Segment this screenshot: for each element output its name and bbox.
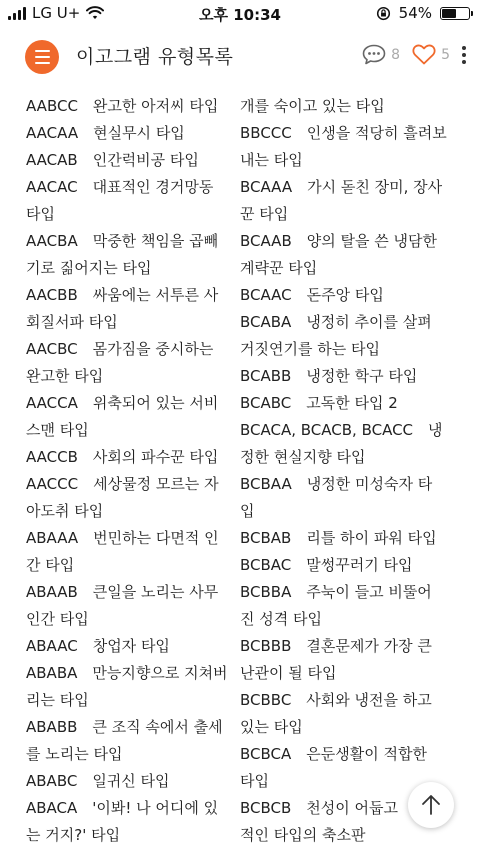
- text-line: 계략꾼 타입: [240, 259, 318, 277]
- text-line: BCAAA 가시 돋친 장미, 장사: [240, 178, 443, 196]
- status-right: [376, 4, 470, 22]
- text-line: BCBBC 사회와 냉전을 하고: [240, 691, 432, 709]
- carrier-label: LG U+: [32, 4, 81, 22]
- text-line: BCBCB 천성이 어둡고: [240, 799, 399, 817]
- rotation-lock-icon: [376, 6, 391, 21]
- text-line: 타입: [240, 772, 269, 790]
- text-line: AACBA 막중한 책임을 곱빼: [26, 232, 219, 250]
- text-line: BCABC 고독한 타입 2: [240, 394, 398, 412]
- text-line: 인간 타입: [26, 610, 89, 628]
- like-button[interactable]: [412, 44, 450, 65]
- battery-icon: [440, 7, 470, 20]
- text-line: 를 노리는 타입: [26, 745, 123, 763]
- text-line: AACAC 대표적인 경거망동: [26, 178, 214, 196]
- text-line: BBCCC 인생을 적당히 흘려보: [240, 124, 447, 142]
- text-line: 진 성격 타입: [240, 610, 322, 628]
- text-line: 아도취 타입: [26, 502, 104, 520]
- text-line: AACAB 인간럭비공 타입: [26, 151, 199, 169]
- status-bar: [0, 0, 480, 28]
- article-body: [0, 88, 480, 854]
- right-column: [240, 93, 457, 849]
- heart-icon: [412, 44, 436, 65]
- text-line: ABAAC 창업자 타입: [26, 637, 170, 655]
- text-line: AACCB 사회의 파수꾼 타입: [26, 448, 219, 466]
- text-line: 꾼 타입: [240, 205, 289, 223]
- text-line: 거짓연기를 하는 타입: [240, 340, 380, 358]
- text-line: BCBAC 말썽꾸러기 타입: [240, 556, 413, 574]
- text-line: 회질서파 타입: [26, 313, 118, 331]
- menu-button[interactable]: [25, 40, 59, 74]
- text-line: 내는 타입: [240, 151, 303, 169]
- arrow-up-icon: [421, 794, 441, 816]
- text-line: BCAAB 양의 탈을 쓴 냉담한: [240, 232, 437, 250]
- comment-icon: [362, 44, 386, 65]
- comments-button[interactable]: [362, 44, 400, 65]
- battery-percent: 54%: [398, 4, 432, 22]
- left-column: [26, 93, 234, 849]
- text-line: ABABC 일귀신 타입: [26, 772, 170, 790]
- text-line: 스맨 타입: [26, 421, 89, 439]
- text-line: BCAAC 돈주앙 타입: [240, 286, 384, 304]
- text-line: AACBC 몸가짐을 중시하는: [26, 340, 214, 358]
- text-line: BCBAA 냉정한 미성숙자 타: [240, 475, 433, 493]
- text-line: AACBB 싸움에는 서투른 사: [26, 286, 219, 304]
- more-options-icon[interactable]: [462, 46, 466, 64]
- text-line: BCBCA 은둔생활이 적합한: [240, 745, 427, 763]
- text-line: ABABA 만능지향으로 지쳐버: [26, 664, 228, 682]
- text-line: AACAA 현실무시 타입: [26, 124, 185, 142]
- header-actions: [350, 44, 466, 65]
- comment-count: 8: [391, 46, 401, 63]
- like-count: 5: [441, 46, 450, 63]
- text-line: 적인 타입의 축소판: [240, 826, 366, 844]
- scroll-top-button[interactable]: [408, 782, 454, 828]
- text-line: BCABA 냉정히 추이를 살펴: [240, 313, 432, 331]
- text-line: 는 거지?' 타입: [26, 826, 121, 844]
- text-line: 입: [240, 502, 255, 520]
- text-line: 간 타입: [26, 556, 75, 574]
- clock: 오후 10:34: [199, 6, 281, 24]
- text-line: BCABB 냉정한 학구 타입: [240, 367, 418, 385]
- text-line: BCBAB 리틀 하이 파워 타입: [240, 529, 437, 547]
- text-line: 개를 숙이고 있는 타입: [240, 97, 385, 115]
- text-line: ABAAA 번민하는 다면적 인: [26, 529, 219, 547]
- text-line: 완고한 타입: [26, 367, 104, 385]
- page-title: 이고그램 유형목록: [76, 46, 234, 68]
- text-line: ABAAB 큰일을 노리는 사무: [26, 583, 219, 601]
- text-line: 타입: [26, 205, 55, 223]
- text-line: BCBBA 주눅이 들고 비뚤어: [240, 583, 432, 601]
- text-line: ABACA '이봐! 나 어디에 있: [26, 799, 219, 817]
- text-line: AACCA 위축되어 있는 서비: [26, 394, 219, 412]
- hamburger-icon: [35, 50, 50, 52]
- text-line: 난관이 될 타입: [240, 664, 337, 682]
- text-line: 있는 타입: [240, 718, 303, 736]
- text-line: 리는 타입: [26, 691, 89, 709]
- text-line: AACCC 세상물정 모르는 자: [26, 475, 219, 493]
- app-header: [0, 28, 480, 86]
- text-line: 기로 짊어지는 타입: [26, 259, 152, 277]
- text-line: BCBBB 결혼문제가 가장 큰: [240, 637, 432, 655]
- text-line: AABCC 완고한 아저씨 타입: [26, 97, 219, 115]
- text-line: BCACA, BCACB, BCACC 냉: [240, 421, 443, 439]
- text-line: ABABB 큰 조직 속에서 출세: [26, 718, 223, 736]
- text-line: 정한 현실지향 타입: [240, 448, 366, 466]
